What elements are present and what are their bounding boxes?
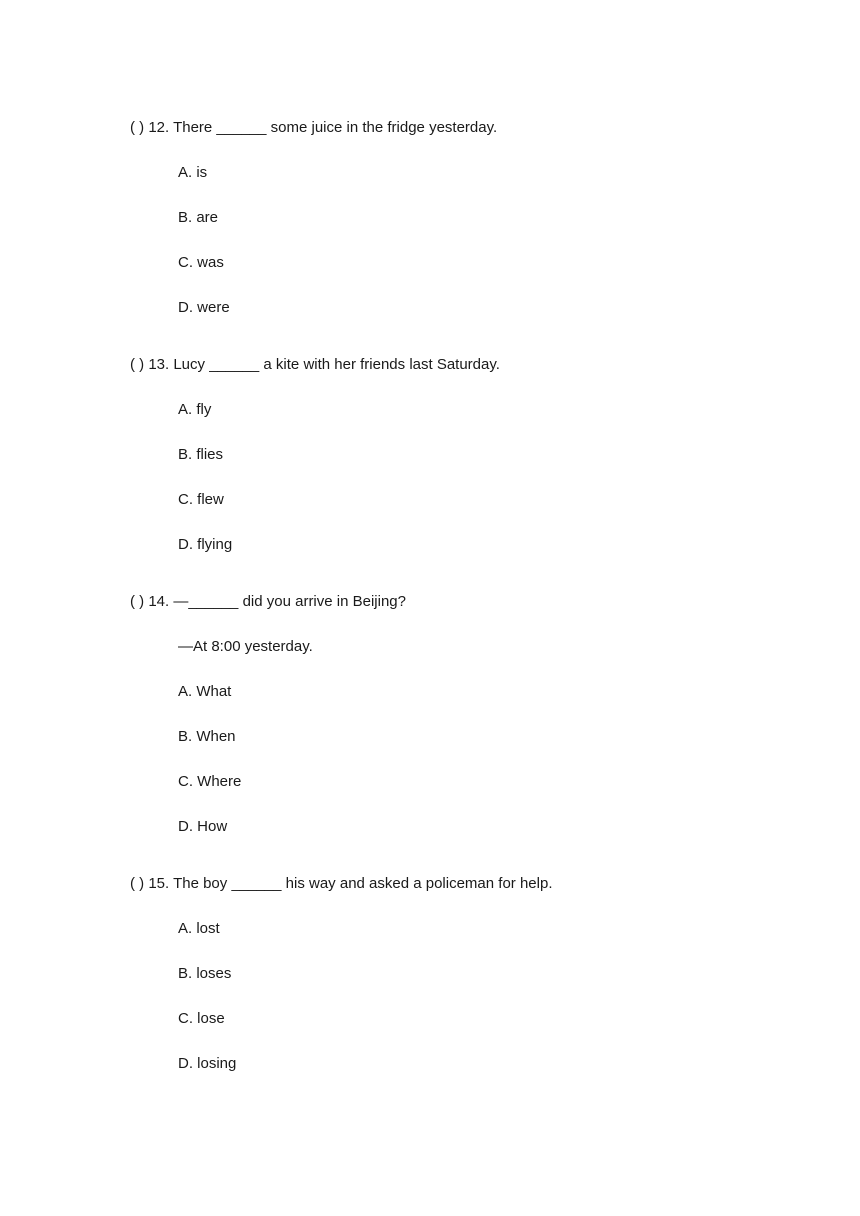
question-15-stem: ( ) 15. The boy ______ his way and asked a policeman for help. — [130, 875, 553, 892]
question-14-stem: ( ) 14. —______ did you arrive in Beijing? — [130, 593, 406, 610]
question-12-option-d: D. were — [178, 299, 230, 316]
question-13-option-c: C. flew — [178, 491, 224, 508]
question-12-option-c: C. was — [178, 254, 224, 271]
question-12-option-a: A. is — [178, 164, 208, 181]
question-15-option-d: D. losing — [178, 1055, 237, 1072]
question-13-stem: ( ) 13. Lucy ______ a kite with her friends last Saturday. — [130, 356, 500, 373]
question-13-option-b: B. flies — [178, 446, 224, 463]
question-14-reply: —At 8:00 yesterday. — [178, 638, 313, 655]
question-15-option-a: A. lost — [178, 920, 220, 937]
question-13-option-d: D. flying — [178, 536, 233, 553]
question-12-stem: ( ) 12. There ______ some juice in the fridge yesterday. — [130, 119, 498, 136]
question-14-option-d: D. How — [178, 818, 228, 835]
question-14-option-b: B. When — [178, 728, 236, 745]
question-14-option-a: A. What — [178, 683, 232, 700]
question-14-option-c: C. Where — [178, 773, 242, 790]
question-15-option-c: C. lose — [178, 1010, 225, 1027]
question-15-option-b: B. loses — [178, 965, 232, 982]
question-12-option-b: B. are — [178, 209, 219, 226]
question-13-option-a: A. fly — [178, 401, 212, 418]
